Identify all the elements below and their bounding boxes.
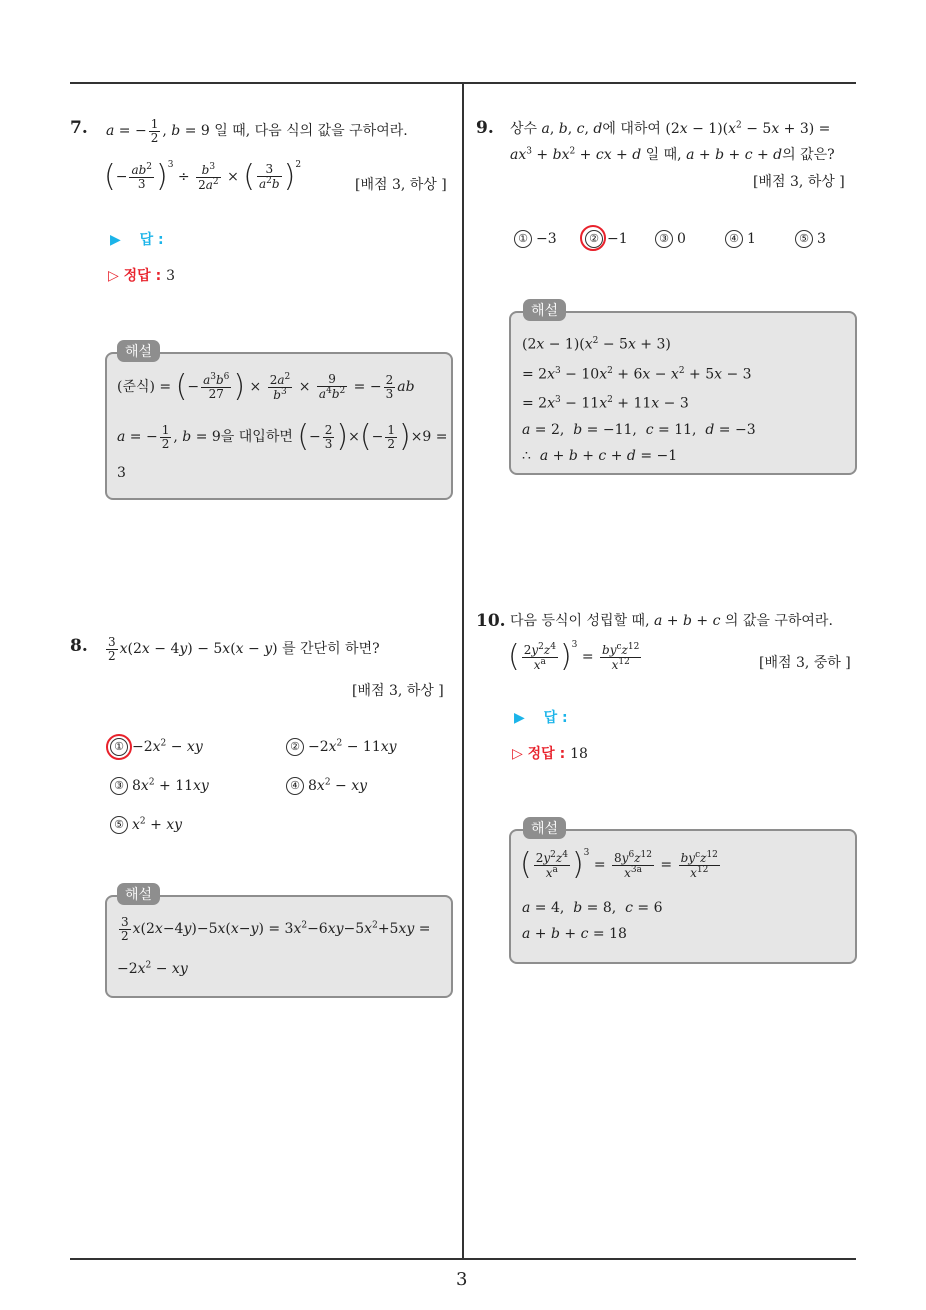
q7-expression: (− $\frac{ab^2}{3}$ )$^3$ ÷ $\frac{b^3}{2a^2}$ × ( $\frac{3}{a^2b}$ )$^2$ [104,159,302,194]
q9-choice-1[interactable]: ① −3 [514,230,557,248]
q9-explanation-tab: 해설 [523,299,566,321]
q8-number: 8. [70,636,88,656]
q8-choice-1[interactable]: ① $-2x^2$ − xy [110,738,203,756]
q10-number: 10. [476,611,506,631]
q10-correct-row [512,743,588,763]
q8-explain-line1: $\frac{3}{2}$ $x(2x-4y)-5x(x-y) = 3x^2-6xy-5x^2+5xy$ = [121,915,431,943]
q9-question-line2: $ax^3 + bx^2$ + cx + d 일 때, a + b + c + d의 값은? [510,146,835,163]
play-icon: ▶ [514,710,525,726]
page-number: 3 [456,1269,468,1290]
q10-explain-lines: a = 4, b = 8, c = 6 a + b + c = 18 [522,900,663,942]
q7-number: 7. [70,118,88,138]
q7-answer-label: 답 : [139,232,164,248]
q10-correct-label: 정답 : [527,746,566,762]
q9-choice-4[interactable]: ④ 1 [725,230,756,248]
q7-explain-line1: (준식) = (− $\frac{a^3b^6}{27}$ ) × $\frac{2a^2}{b^3}$ × $\frac{9}{a^4b^2}$ = − $\frac{2}{3}$ ab [117,369,415,404]
q10-explain-line1: ( $\frac{2y^2z^4}{x^a}$ )$^3$ = $\frac{8y^6z^{12}}{x^{3a}}$ = $\frac{by^cz^{12}}{x^{12}}$ [520,847,718,882]
q9-tag: [배점 3, 하상 ] [753,174,845,190]
q8-choice-2[interactable]: ② $-2x^2 - 11xy$ [286,738,397,756]
q10-tag: [배점 3, 중하 ] [759,655,851,671]
triangle-icon: ▷ [108,268,119,284]
q9-selected-mark [580,225,606,251]
q7-explain-result: 3 [117,465,126,481]
q7-tag: [배점 3, 하상 ] [355,177,447,193]
q10-answer-label: 답 : [543,710,568,726]
q7-explanation-tab: 해설 [117,340,160,362]
q8-choice-3[interactable]: ③ $8x^2 + 11xy$ [110,777,209,795]
q7-correct-value: 3 [166,268,175,284]
q7-condition: a = − $\frac{1}{2}$ , b = 9 일 때, 다음 식의 값을 구하여라. [106,117,408,145]
q9-explain-lines: $(2x - 1)(x^2 - 5x + 3)$ = $2x^3 - 10x^2 + 6x - x^2 + 5x - 3$ = $2x^3 - 11x^2 + 11x - 3$ a = 2, b = −11, c = 11, d = −3 ∴ a + b + c + d = −1 [522,336,756,464]
q10-answer-row [514,707,568,727]
q8-selected-mark [106,734,132,760]
q8-explain-line2: $-2x^2$ − xy [117,960,188,977]
bottom-rule [70,1258,856,1260]
q10-equation: ( $\frac{2y^2z^4}{x^a}$ )$^3$ = $\frac{by^cz^{12}}{x^{12}}$ [508,639,640,674]
q7-explain-line2: a = − $\frac{1}{2}$ , b = 9을 대입하면 (− $\frac{2}{3}$ )×(− $\frac{1}{2}$ )×9 = [117,419,448,454]
q9-choice-3[interactable]: ③ 0 [655,230,686,248]
q10-question: 다음 등식이 성립할 때, a + b + c 의 값을 구하여라. [510,613,833,629]
q8-explanation-box [105,895,453,998]
q8-tag: [배점 3, 하상 ] [352,683,444,699]
q7-answer-row [110,229,164,249]
q7-correct-label: 정답 : [123,268,162,284]
q10-correct-value: 18 [570,746,588,762]
column-divider [462,83,464,1259]
play-icon: ▶ [110,232,121,248]
q8-choice-4[interactable]: ④ $8x^2$ − xy [286,777,367,795]
q8-choice-5[interactable]: ⑤ $x^2$ + xy [110,816,182,834]
q10-explanation-tab: 해설 [523,817,566,839]
q8-question: $\frac{3}{2}$ x(2x − 4y) − 5x(x − y) 를 간단히 하면? [108,635,380,663]
q7-correct-row [108,265,175,285]
q9-choice-2[interactable]: ② −1 [585,230,628,248]
q9-number: 9. [476,118,494,138]
triangle-icon: ▷ [512,746,523,762]
q8-explanation-tab: 해설 [117,883,160,905]
q9-choice-5[interactable]: ⑤ 3 [795,230,826,248]
q9-question-line1: 상수 a, b, c, d에 대하여 $(2x - 1)(x^2 - 5x + 3)$ = [510,120,831,137]
